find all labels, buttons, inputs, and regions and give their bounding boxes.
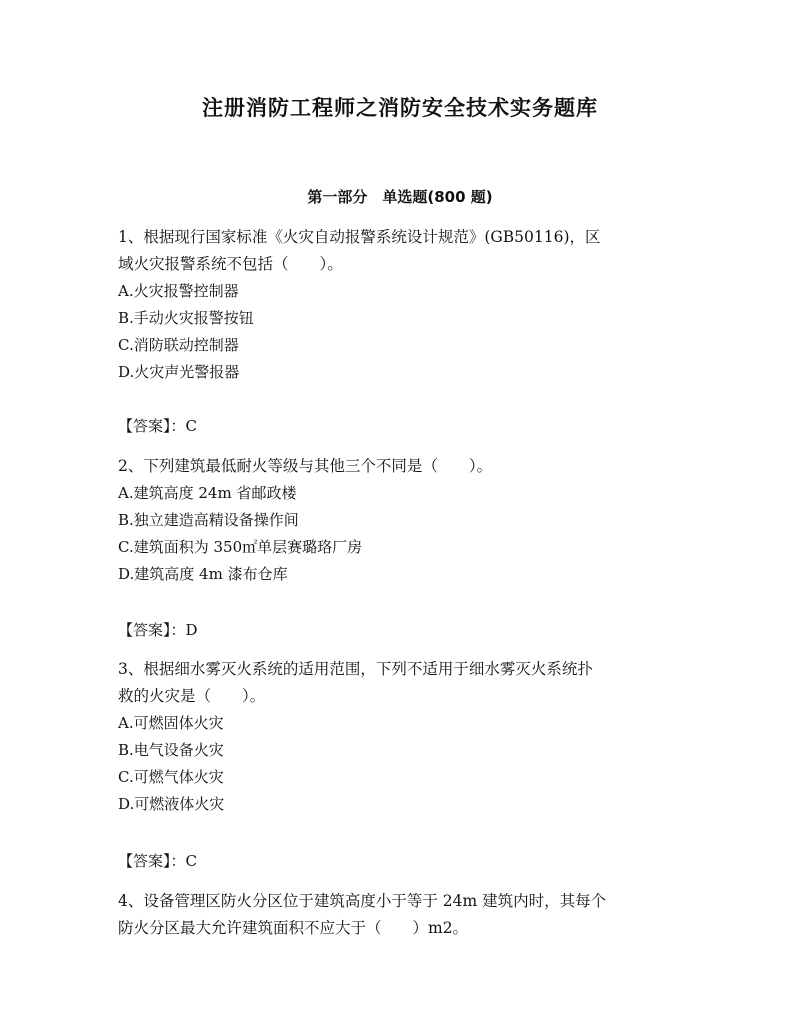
question-3 [118,656,688,818]
question-stem: 防火分区最大允许建筑面积不应大于（ ）m2。 [118,919,469,937]
option-b: B.电气设备火灾 [118,741,224,759]
option-a: A.建筑高度 24m 省邮政楼 [118,484,297,502]
option-d: D.建筑高度 4m 漆布仓库 [118,565,288,583]
option-d: D.火灾声光警报器 [118,363,240,381]
answer-3 [118,848,197,875]
question-stem: 域火灾报警系统不包括（ ）。 [118,255,343,273]
answer-label: 【答案】： [118,852,186,870]
option-b: B.独立建造高精设备操作间 [118,511,299,529]
option-a: A.火灾报警控制器 [118,282,239,300]
option-c: C.建筑面积为 350㎡单层赛璐珞厂房 [118,538,363,556]
option-b: B.手动火灾报警按钮 [118,309,254,327]
question-stem: 3、根据细水雾灭火系统的适用范围，下列不适用于细水雾灭火系统扑 [118,660,593,678]
answer-label: 【答案】： [118,621,186,639]
question-stem: 救的火灾是（ ）。 [118,687,266,705]
answer-2 [118,617,198,644]
section-heading: 第一部分 单选题(800 题) [307,188,493,206]
question-stem: 2、下列建筑最低耐火等级与其他三个不同是（ ）。 [118,457,493,475]
option-d: D.可燃液体火灾 [118,795,225,813]
answer-label: 【答案】： [118,417,186,435]
document-title: 注册消防工程师之消防安全技术实务题库 [202,96,598,120]
answer-1 [118,413,197,440]
answer-value: D [185,621,198,639]
question-stem: 1、根据现行国家标准《火灾自动报警系统设计规范》(GB50116)，区 [118,228,601,246]
answer-value: C [185,417,197,435]
answer-value: C [185,852,197,870]
option-c: C.可燃气体火灾 [118,768,224,786]
question-stem: 4、设备管理区防火分区位于建筑高度小于等于 24m 建筑内时，其每个 [118,892,607,910]
question-1 [118,224,688,386]
option-c: C.消防联动控制器 [118,336,239,354]
question-4 [118,888,688,942]
option-a: A.可燃固体火灾 [118,714,224,732]
question-2 [118,453,688,588]
